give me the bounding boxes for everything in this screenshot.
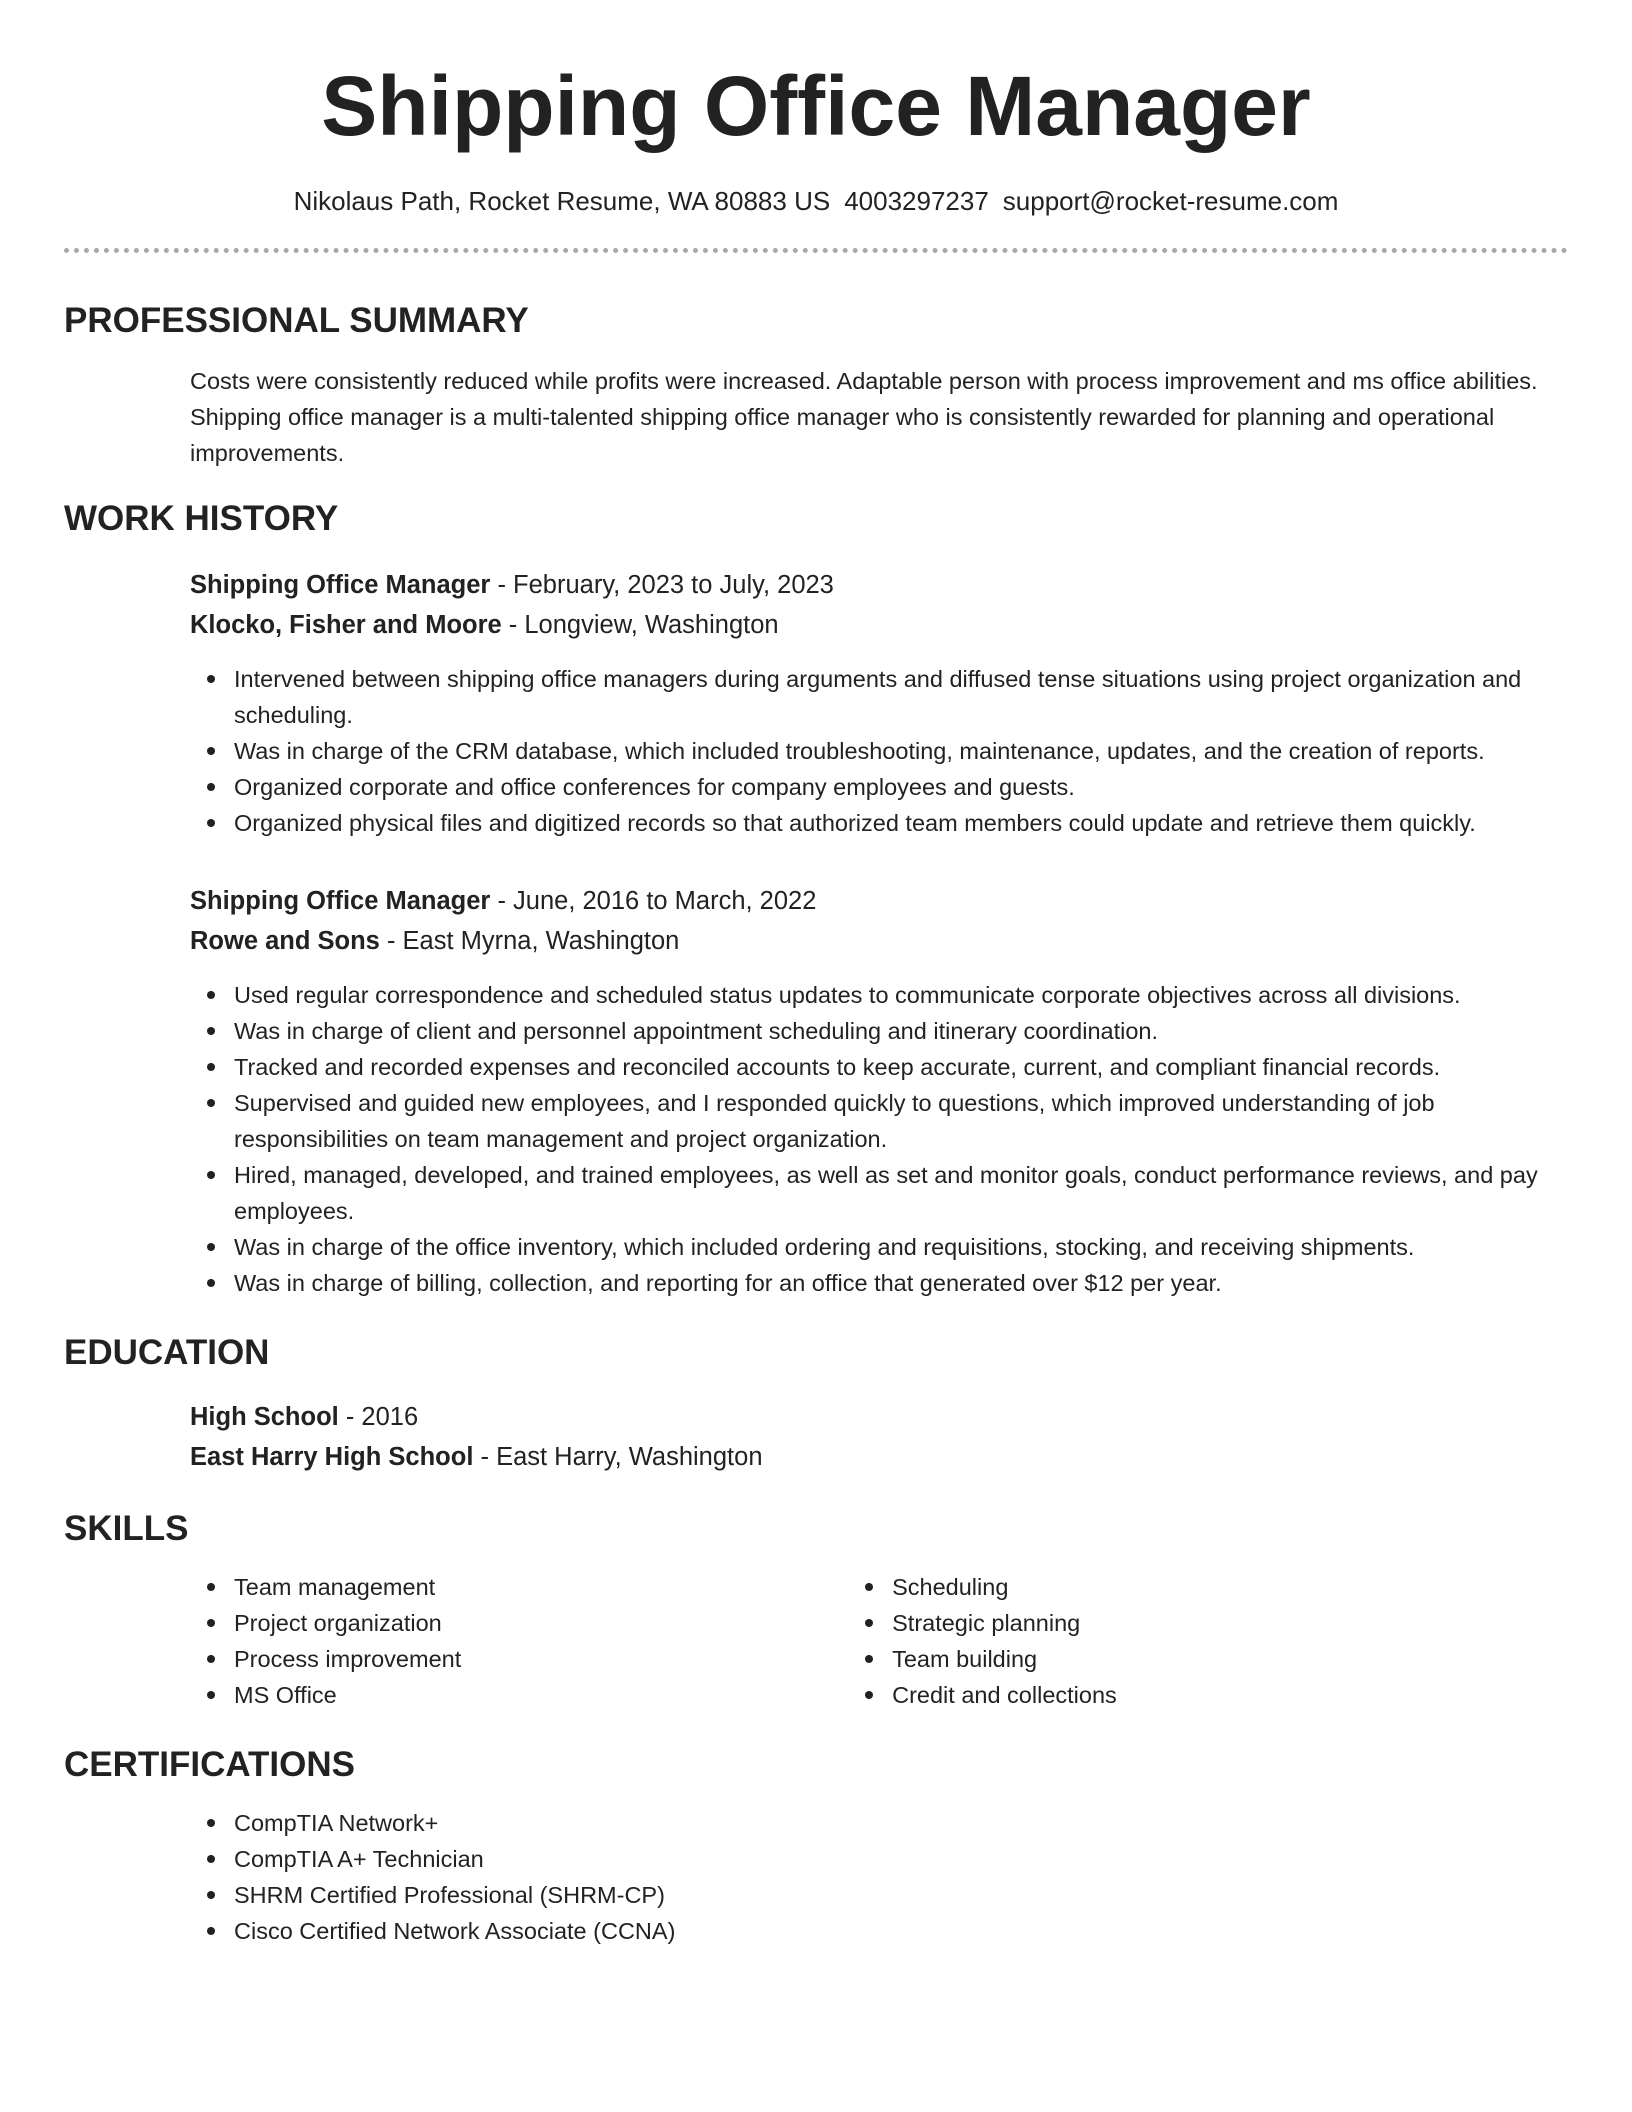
- certification-item: CompTIA Network+: [234, 1805, 1568, 1841]
- job-bullet: Was in charge of billing, collection, and reporting for an office that generated over $12 per year.: [234, 1265, 1568, 1301]
- certifications-body: [190, 1805, 1568, 1949]
- job-bullet: Used regular correspondence and scheduled status updates to communicate corporate objectives across all divisions.: [234, 977, 1568, 1013]
- work-history-section: [64, 497, 1568, 1301]
- summary-heading: PROFESSIONAL SUMMARY: [64, 301, 529, 340]
- job-title-line: [190, 565, 1568, 605]
- job-title-line: [190, 881, 1568, 921]
- job-bullet: Organized corporate and office conferences for company employees and guests.: [234, 769, 1568, 805]
- skill-item: MS Office: [234, 1677, 848, 1713]
- job-bullet: Tracked and recorded expenses and reconciled accounts to keep accurate, current, and compliant financial records.: [234, 1049, 1568, 1085]
- job-bullets: [190, 977, 1568, 1301]
- summary-text: Costs were consistently reduced while profits were increased. Adaptable person with process improvement and ms office abilities. Shipping office manager is a multi-talented shipping office manager who is consistently rewarded for planning and operational improvements.: [190, 368, 1538, 466]
- job-entry: [190, 881, 1568, 1301]
- education-school: East Harry High School: [190, 1443, 474, 1471]
- job-company: Rowe and Sons: [190, 927, 380, 955]
- job-bullet: Supervised and guided new employees, and I responded quickly to questions, which improved understanding of job responsibilities on team management and project organization.: [234, 1085, 1568, 1157]
- work-history-heading: WORK HISTORY: [64, 499, 339, 538]
- job-entry: [190, 565, 1568, 841]
- contact-line: [64, 184, 1568, 218]
- skill-item: Project organization: [234, 1605, 848, 1641]
- contact-email: support@rocket-resume.com: [1002, 186, 1339, 216]
- job-bullet: Was in charge of the CRM database, which included troubleshooting, maintenance, updates, and the creation of reports.: [234, 733, 1568, 769]
- job-company-line: [190, 921, 1568, 961]
- education-heading: EDUCATION: [64, 1333, 270, 1372]
- education-degree-line: [190, 1397, 1568, 1437]
- job-company: Klocko, Fisher and Moore: [190, 611, 502, 639]
- education-location: - East Harry, Washington: [473, 1443, 763, 1471]
- resume-page: [64, 0, 1568, 1949]
- job-location: - Longview, Washington: [501, 611, 779, 639]
- education-entry: [190, 1397, 1568, 1477]
- job-dates: - June, 2016 to March, 2022: [490, 887, 817, 915]
- skill-item: Process improvement: [234, 1641, 848, 1677]
- job-location: - East Myrna, Washington: [379, 927, 680, 955]
- skills-grid: [190, 1569, 1568, 1713]
- job-bullet: Intervened between shipping office managers during arguments and diffused tense situations using project organization and scheduling.: [234, 661, 1568, 733]
- summary-section: [64, 299, 1568, 471]
- skills-section: [64, 1507, 1568, 1713]
- skills-heading: SKILLS: [64, 1509, 189, 1548]
- candidate-name: Shipping Office Manager: [321, 59, 1311, 153]
- certification-item: SHRM Certified Professional (SHRM-CP): [234, 1877, 1568, 1913]
- education-degree: High School: [190, 1403, 339, 1431]
- header-divider: [64, 248, 1568, 253]
- education-year: - 2016: [338, 1403, 419, 1431]
- skill-item: Credit and collections: [892, 1677, 1568, 1713]
- certifications-heading: CERTIFICATIONS: [64, 1745, 356, 1784]
- skill-item: Scheduling: [892, 1569, 1568, 1605]
- job-position: Shipping Office Manager: [190, 571, 491, 599]
- job-bullet: Hired, managed, developed, and trained employees, as well as set and monitor goals, conduct performance reviews, and pay employees.: [234, 1157, 1568, 1229]
- job-dates: - February, 2023 to July, 2023: [490, 571, 834, 599]
- certifications-section: [64, 1743, 1568, 1949]
- job-position: Shipping Office Manager: [190, 887, 491, 915]
- job-bullet: Organized physical files and digitized records so that authorized team members could update and retrieve them quickly.: [234, 805, 1568, 841]
- certification-item: CompTIA A+ Technician: [234, 1841, 1568, 1877]
- skill-item: Team management: [234, 1569, 848, 1605]
- job-bullet: Was in charge of client and personnel appointment scheduling and itinerary coordination.: [234, 1013, 1568, 1049]
- skills-right-column: [848, 1569, 1568, 1713]
- contact-address: Nikolaus Path, Rocket Resume, WA 80883 US: [293, 186, 831, 216]
- skill-item: Team building: [892, 1641, 1568, 1677]
- skills-left-column: [190, 1569, 848, 1713]
- certification-item: Cisco Certified Network Associate (CCNA): [234, 1913, 1568, 1949]
- job-company-line: [190, 605, 1568, 645]
- skill-item: Strategic planning: [892, 1605, 1568, 1641]
- certifications-list: [190, 1805, 1568, 1949]
- contact-phone: 4003297237: [844, 186, 989, 216]
- job-bullet: Was in charge of the office inventory, which included ordering and requisitions, stocking, and receiving shipments.: [234, 1229, 1568, 1265]
- job-bullets: [190, 661, 1568, 841]
- education-school-line: [190, 1437, 1568, 1477]
- education-section: [64, 1331, 1568, 1477]
